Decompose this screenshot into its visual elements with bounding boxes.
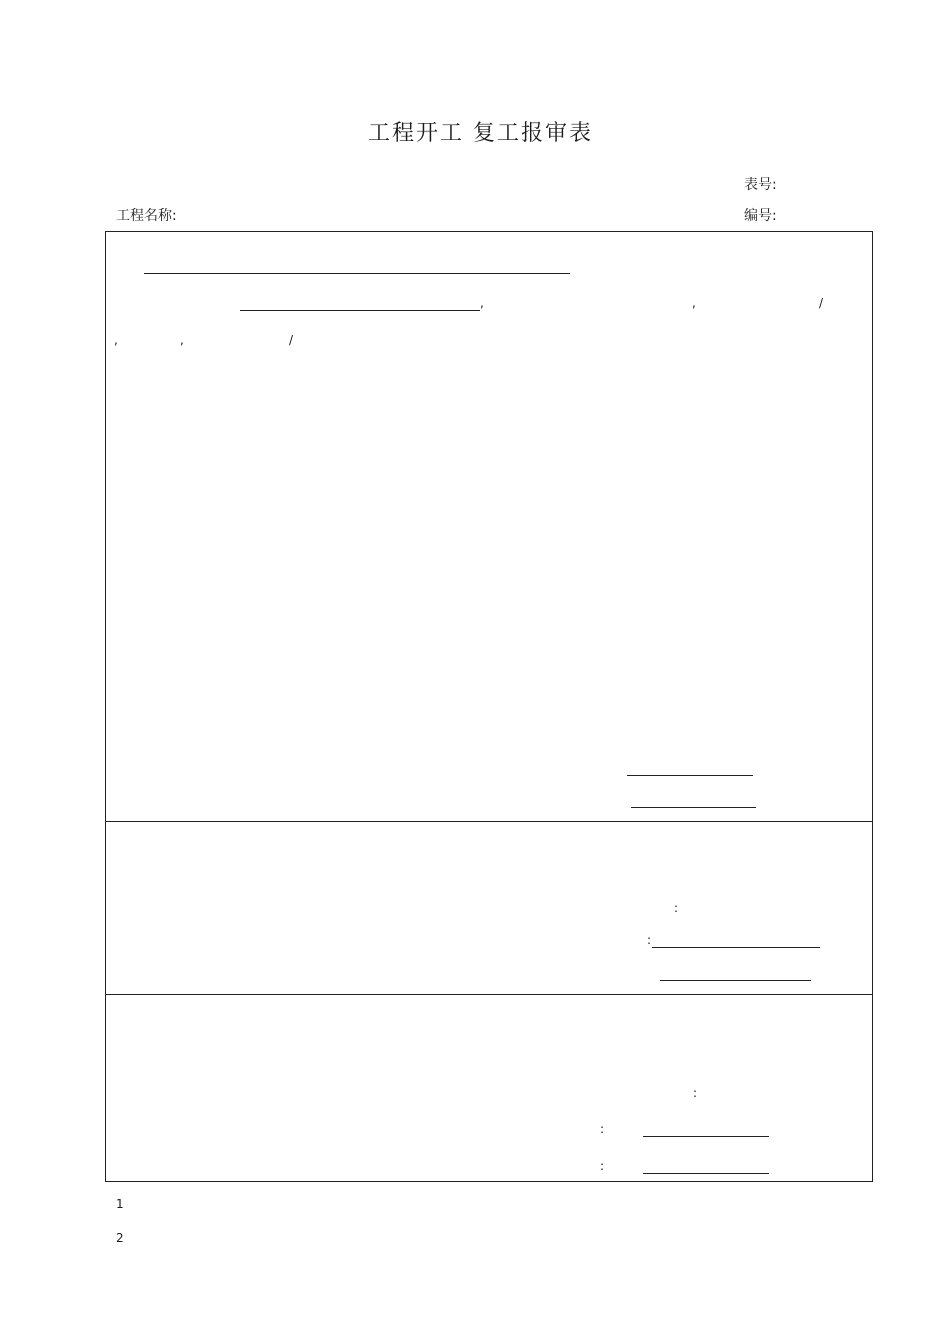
project-field[interactable] (240, 310, 480, 311)
section2-unit-colon: : (674, 901, 684, 915)
section3-date-colon: : (600, 1159, 610, 1173)
project-name-label: 工程名称: (116, 208, 177, 224)
page-title: 工程开工 复工报审表 (368, 121, 593, 146)
statement-text-3: / (819, 296, 829, 310)
addressee-field[interactable] (144, 273, 570, 274)
section3-date-field[interactable] (643, 1173, 769, 1174)
statement-text-1: , (480, 296, 489, 310)
section3-signer-colon: : (600, 1122, 610, 1136)
section2-signer-field[interactable] (652, 947, 820, 948)
note-1: 1 (116, 1197, 129, 1211)
section3-unit-colon: : (693, 1086, 703, 1100)
statement-text-2: , (692, 296, 701, 310)
section3-signer-field[interactable] (643, 1136, 769, 1137)
statement-text-4: , (114, 333, 123, 347)
statement-text-5: , (180, 333, 189, 347)
section-divider-2 (105, 994, 872, 995)
section2-date-field[interactable] (660, 980, 811, 981)
section-divider-1 (105, 821, 872, 822)
statement-text-6: / (289, 333, 299, 347)
applicant-signer-field[interactable] (627, 775, 753, 776)
applicant-date-field[interactable] (631, 807, 756, 808)
note-2: 2 (116, 1231, 129, 1245)
section2-signer-colon: : (647, 933, 657, 947)
serial-number-label: 编号: (744, 208, 777, 224)
form-table (105, 231, 873, 1182)
form-number-label: 表号: (744, 177, 777, 193)
